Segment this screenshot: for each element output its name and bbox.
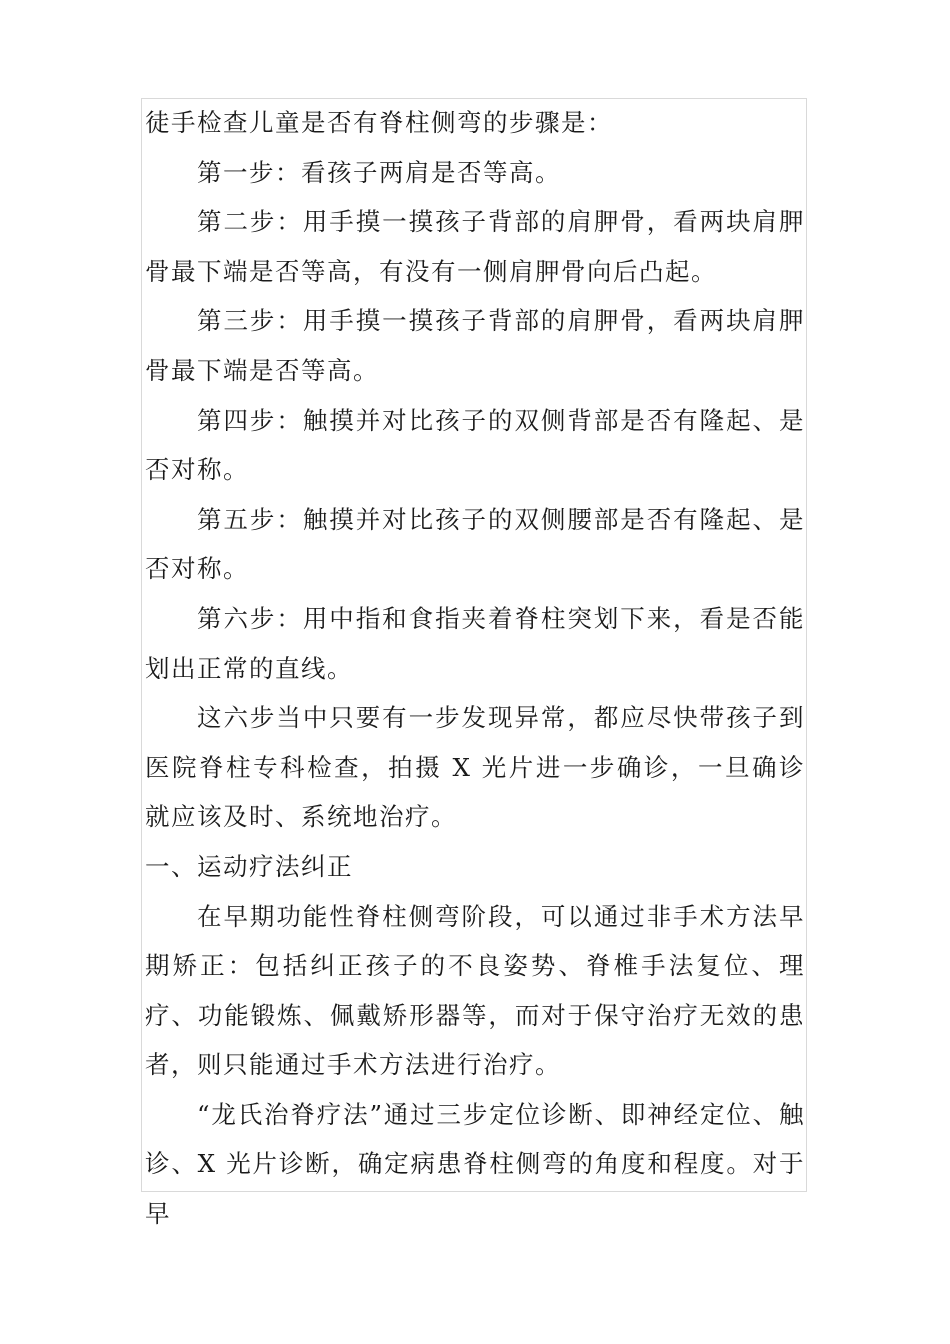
step-four: 第四步：触摸并对比孩子的双侧背部是否有隆起、是否对称。 — [145, 405, 805, 485]
step-three: 第三步：用手摸一摸孩子背部的肩胛骨，看两块肩胛骨最下端是否等高。 — [145, 306, 805, 385]
document-body — [145, 98, 805, 1239]
section-heading: 一、运动疗法纠正 — [145, 851, 353, 881]
step-two: 第二步：用手摸一摸孩子背部的肩胛骨，看两块肩胛骨最下端是否等高，有没有一侧肩胛骨向后凸起。 — [145, 207, 805, 286]
step-five: 第五步：触摸并对比孩子的双侧腰部是否有隆起、是否对称。 — [145, 504, 805, 584]
body-paragraph: 在早期功能性脊柱侧弯阶段，可以通过非手术方法早期矫正：包括纠正孩子的不良姿势、脊椎手法复位、理疗、功能锻炼、佩戴矫形器等，而对于保守治疗无效的患者，则只能通过手术方法进行治疗。 — [145, 901, 805, 1080]
step-six: 第六步：用中指和食指夹着脊柱突划下来，看是否能划出正常的直线。 — [145, 603, 805, 683]
intro-line: 徒手检查儿童是否有脊柱侧弯的步骤是： — [145, 108, 613, 137]
step-one: 第一步：看孩子两肩是否等高。 — [197, 157, 561, 187]
body-paragraph: “龙氏治脊疗法”通过三步定位诊断、即神经定位、触诊、X 光片诊断，确定病患脊柱侧弯的角度和程度。对于早 — [145, 1099, 805, 1229]
summary-paragraph: 这六步当中只要有一步发现异常，都应尽快带孩子到医院脊柱专科检查，拍摄 X 光片进一步确诊，一旦确诊就应该及时、系统地治疗。 — [145, 703, 805, 832]
